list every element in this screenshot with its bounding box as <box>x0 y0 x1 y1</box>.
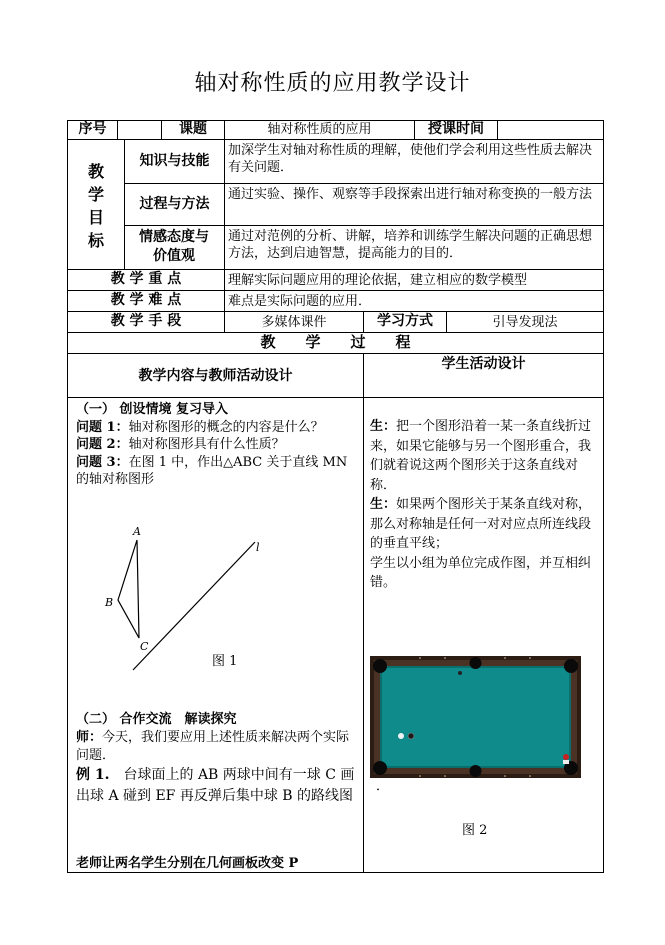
figure-2-billiard-table <box>370 656 581 778</box>
example-1-label: 例 1. <box>76 767 110 783</box>
teacher-statement <box>76 729 360 765</box>
time-label: 授课时间 <box>428 121 484 137</box>
question-3-text: 在图 1 中，作出△ABC 关于直线 MN 的轴对称图形 <box>76 454 348 487</box>
topic-value: 轴对称性质的应用 <box>267 122 372 137</box>
question-1-text: 轴对称图形的概念的内容是什么？ <box>128 419 324 435</box>
objective-text-knowledge: 加深学生对轴对称性质的理解，使他们学会利用这些性质去解决有关问题． <box>228 143 593 175</box>
objective-text-process: 通过实验、操作、观察等手段探索出进行轴对称变换的一般方法 <box>228 187 593 202</box>
ball-b <box>563 754 569 760</box>
process-label: 教 学 过 程 <box>260 333 411 351</box>
label-a: A <box>133 525 141 538</box>
table-felt <box>381 667 570 767</box>
figure-2-caption: 图 2 <box>462 823 488 838</box>
student-answer-2-text: 如果两个图形关于某条直线对称，那么对称轴是任何一对对应点所连线段的垂直平线； <box>370 497 592 551</box>
objectives-label: 教学目标 <box>87 162 104 250</box>
method-label: 学习方式 <box>377 313 433 329</box>
topic-label: 课题 <box>179 121 207 137</box>
student-answer-1-label: 生： <box>370 419 397 434</box>
section-2-heading: （二） 合作交流 解读探究 <box>76 712 237 727</box>
focus-label: 教 学 重 点 <box>110 271 182 287</box>
ball-c <box>408 733 414 739</box>
triangle-abc <box>118 540 139 638</box>
section-1-heading: （一） 创设情境 复习导入 <box>76 402 229 417</box>
student-answer-2-label: 生： <box>370 497 397 512</box>
objective-name-attitude: 情感态度与价值观 <box>139 229 209 264</box>
student-answer-1 <box>370 417 600 495</box>
objective-text-attitude: 通过对范例的分析、讲解，培养和训练学生解决问题的正确思想方法，达到启迪智慧，提高能力的目的． <box>228 229 593 261</box>
student-answer-1-text: 把一个图形沿着一某一条直线折过来，如果它能够与另一个图形重合，我们就着说这两个图形关于这条直线对称． <box>370 419 592 493</box>
objective-name-process: 过程与方法 <box>139 196 210 212</box>
document-title: 轴对称性质的应用教学设计 <box>194 71 471 96</box>
means-value: 多媒体课件 <box>261 315 327 330</box>
ball-a <box>398 733 404 739</box>
teacher-section-2 <box>76 711 360 807</box>
teacher-last-text: 老师让两名学生分别在几何画板改变 P <box>76 856 299 871</box>
figure-2-dot: ． <box>376 779 390 794</box>
teacher-section-1 <box>76 401 360 489</box>
teacher-statement-text: 今天，我们要应用上述性质来解决两个实际问题． <box>76 730 350 763</box>
seq-label: 序号 <box>78 121 107 137</box>
means-label: 教 学 手 段 <box>110 313 182 329</box>
teacher-column-header: 教学内容与教师活动设计 <box>138 368 293 384</box>
student-answer-2 <box>370 495 600 554</box>
figure-1-triangle <box>95 520 285 680</box>
example-1 <box>76 765 360 807</box>
teacher-statement-label: 师： <box>76 730 103 745</box>
student-activities <box>370 417 600 593</box>
line-l <box>133 542 255 670</box>
question-3 <box>76 454 360 489</box>
difficulty-label: 教 学 难 点 <box>110 292 182 308</box>
figure-1-caption: 图 1 <box>212 654 238 669</box>
question-2-text: 轴对称图形具有什么性质？ <box>128 437 285 452</box>
focus-text: 理解实际问题应用的理论依据，建立相应的数学模型 <box>228 273 528 288</box>
teacher-last-line <box>76 855 360 872</box>
student-task: 学生以小组为单位完成作图，并互相纠错。 <box>370 555 592 590</box>
label-c: C <box>140 640 149 653</box>
label-b: B <box>105 596 114 609</box>
question-3-label: 问题 3： <box>76 454 129 470</box>
question-2 <box>76 436 360 454</box>
difficulty-text: 难点是实际问题的应用． <box>228 294 372 309</box>
label-l: l <box>256 541 260 554</box>
ball-top <box>458 671 462 675</box>
example-1-text: 台球面上的 AB 两球中间有一球 C 画出球 A 碰到 EF 再反弹后集中球 B 的路线图 <box>76 767 355 804</box>
question-1 <box>76 419 360 437</box>
student-column-header: 学生活动设计 <box>441 356 526 372</box>
method-value: 引导发现法 <box>492 315 558 330</box>
question-2-label: 问题 2： <box>76 437 129 452</box>
question-1-label: 问题 1： <box>76 419 129 435</box>
objective-name-knowledge: 知识与技能 <box>139 153 210 169</box>
